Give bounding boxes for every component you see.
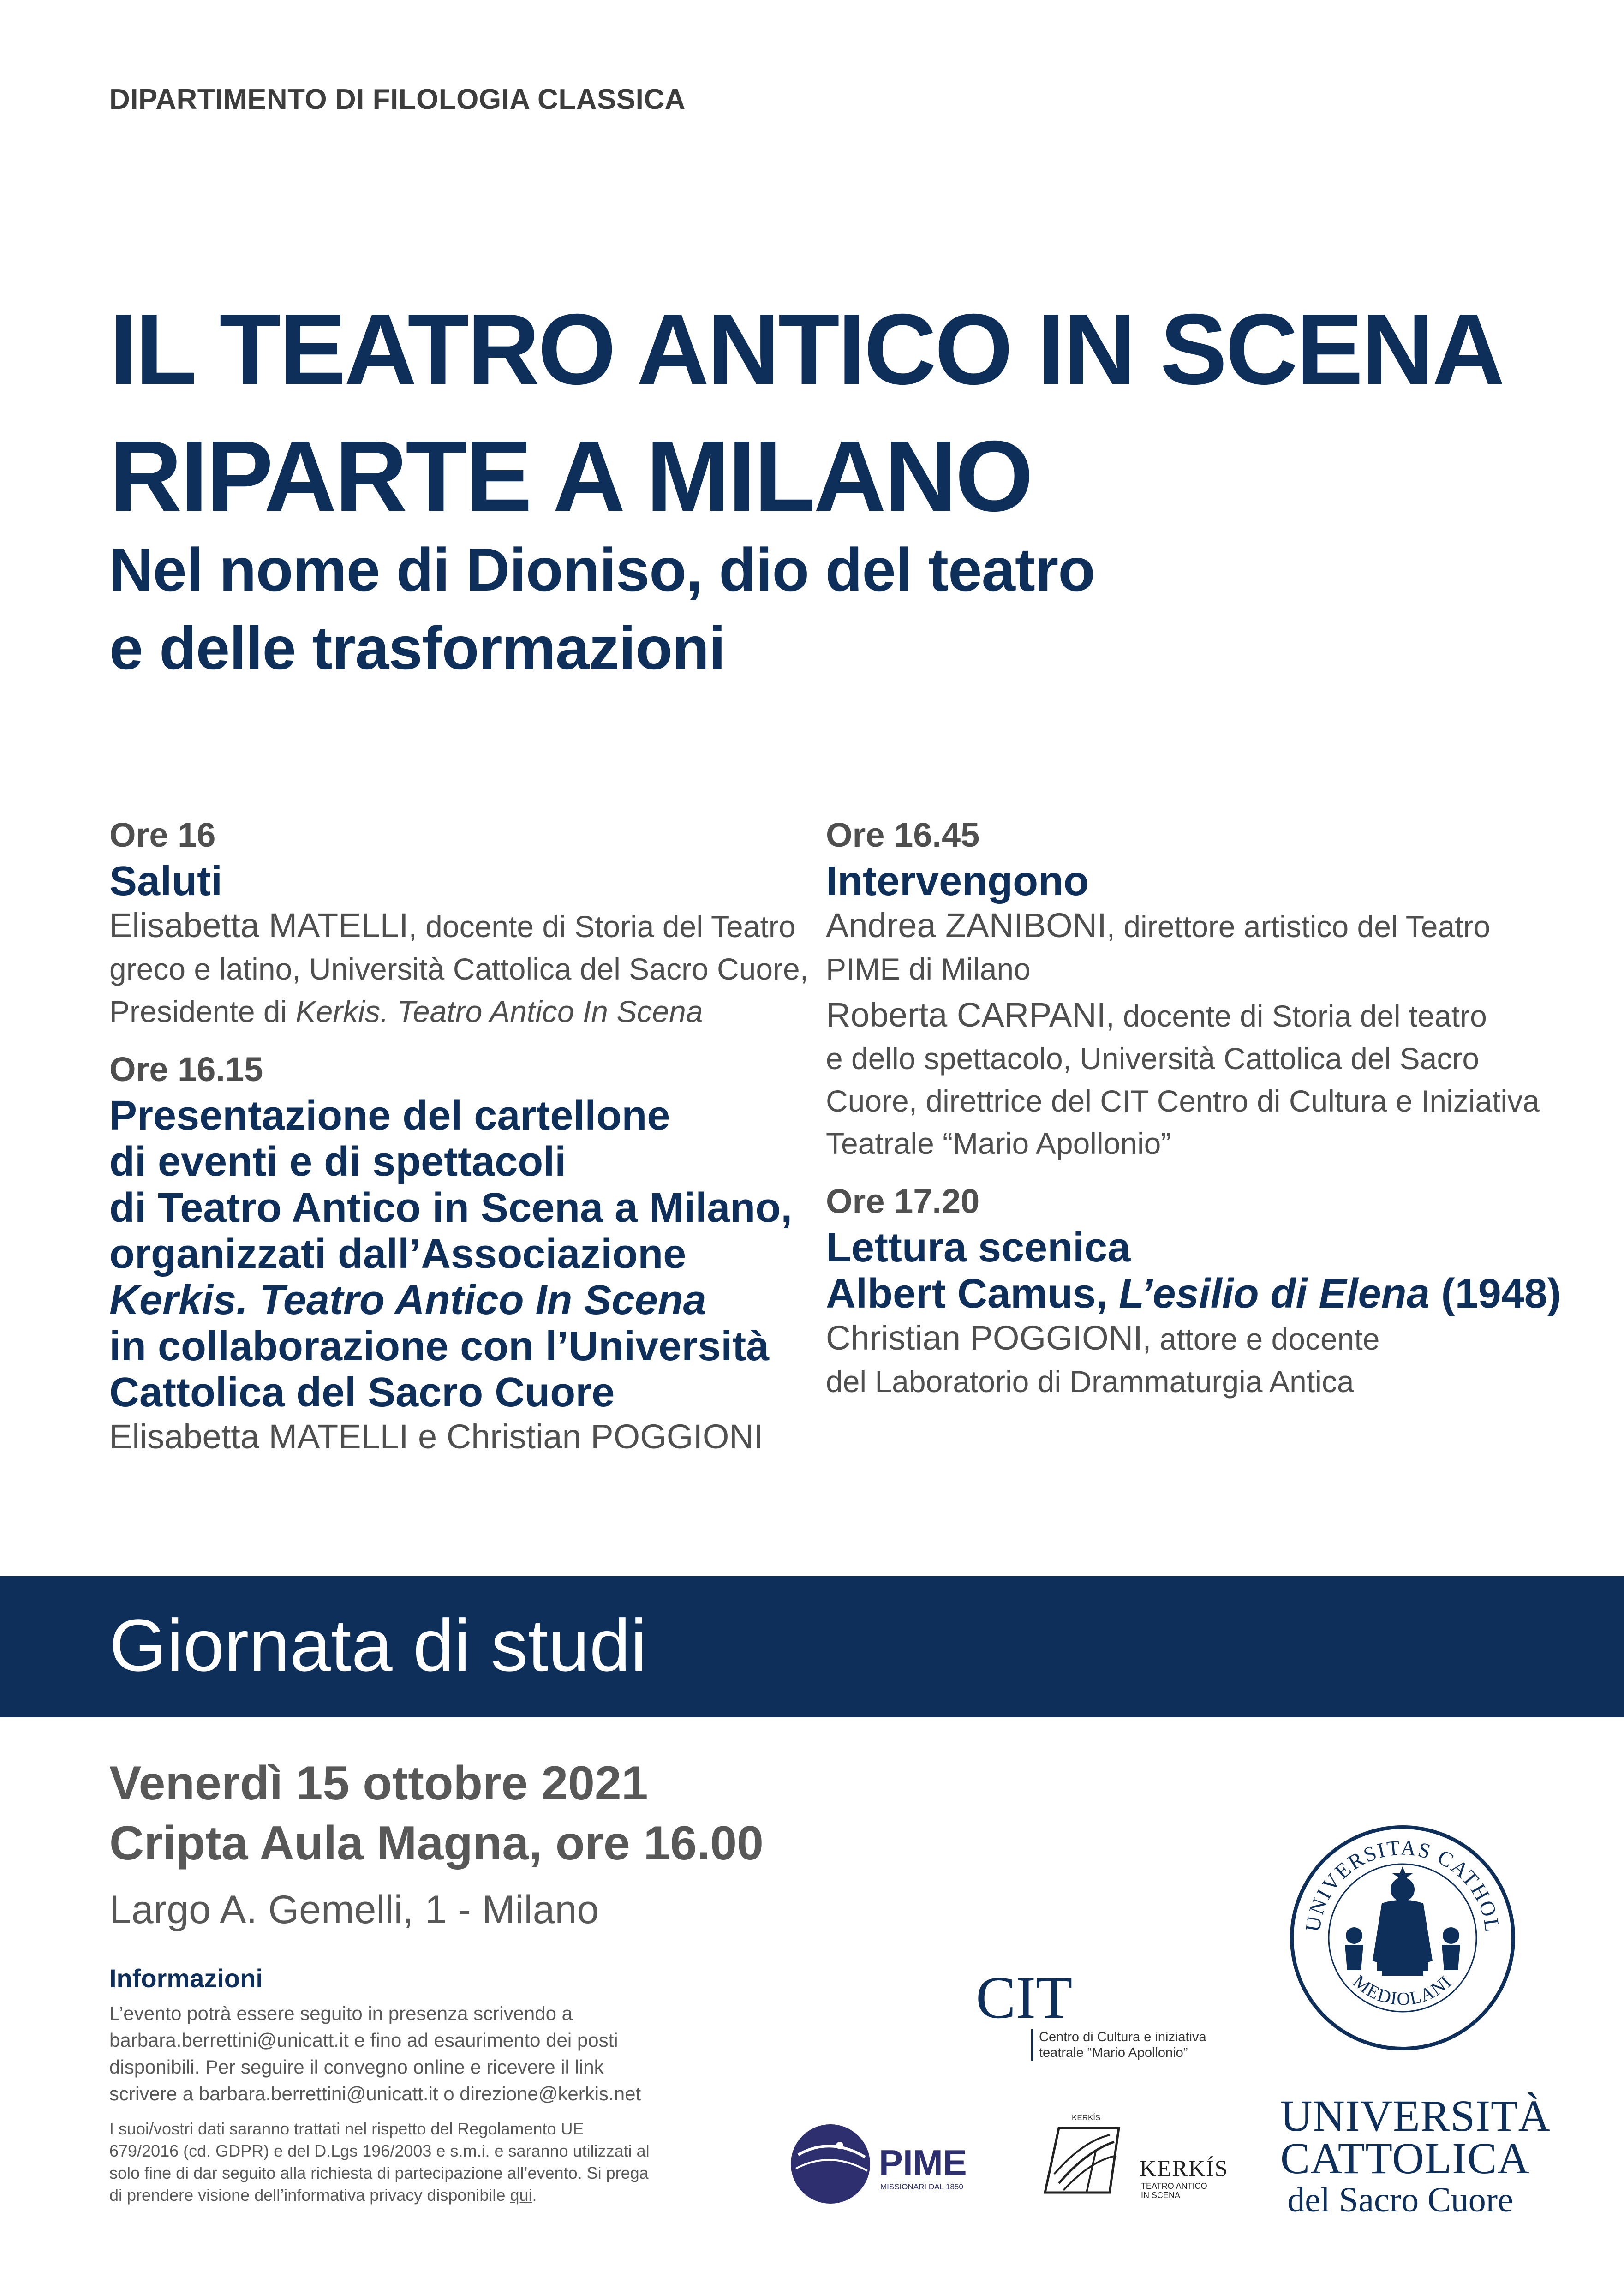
session-heading — [109, 1093, 815, 1416]
session-heading: Saluti — [109, 858, 223, 904]
cit-logo-letters: CIT — [976, 1965, 1073, 2031]
event-date-place — [109, 1753, 764, 1873]
university-wordmark — [1280, 2091, 1551, 2220]
pime-logo — [789, 2122, 983, 2210]
event-date: Venerdì 15 ottobre 2021 — [109, 1757, 648, 1810]
privacy-line: I suoi/vostri dati saranno trattati nel rispetto del Regolamento UE — [109, 2119, 584, 2138]
event-type-label: Giornata di studi — [109, 1604, 647, 1686]
speaker-role: , direttore artistico del Teatro — [1106, 909, 1491, 944]
session-time: Ore 16.45 — [826, 816, 980, 854]
session-time: Ore 16 — [109, 816, 216, 854]
subtitle — [109, 531, 1095, 687]
pime-tagline: MISSIONARI DAL 1850 — [880, 2182, 963, 2191]
kerkis-top-label: KERKÍS — [1072, 2113, 1101, 2122]
event-venue-time: Cripta Aula Magna, ore 16.00 — [109, 1817, 764, 1870]
heading-line: Kerkis. Teatro Antico In Scena — [109, 1277, 706, 1323]
heading-line: in collaborazione con l’Università — [109, 1323, 770, 1369]
speaker-entry — [109, 904, 815, 1033]
university-seal — [1287, 1823, 1518, 2053]
subtitle-line-1: Nel nome di Dioniso, dio del teatro — [109, 536, 1095, 604]
speaker-name: Roberta CARPANI — [826, 996, 1106, 1034]
session-time: Ore 16.15 — [109, 1050, 263, 1088]
event-type-band — [0, 1576, 1624, 1717]
privacy-line: solo fine di dar seguito alla richiesta di partecipazione all’evento. Si prega — [109, 2163, 649, 2182]
speaker-entry — [826, 994, 1564, 1165]
privacy-text: di prendere visione dell’informativa privacy disponibile — [109, 2186, 510, 2205]
session-heading: Intervengono — [826, 858, 1089, 904]
privacy-line: 679/2016 (cd. GDPR) e del D.Lgs 196/2003 e s.m.i. e saranno utilizzati al — [109, 2141, 650, 2160]
heading-line: di eventi e di spettacoli — [109, 1139, 567, 1185]
wordmark-line-3: del Sacro Cuore — [1287, 2181, 1513, 2219]
privacy-line — [109, 2184, 723, 2206]
kerkis-sub-line: IN SCENA — [1141, 2191, 1181, 2200]
speaker-role: , docente di Storia del teatro — [1106, 999, 1487, 1033]
program-left-column — [109, 812, 815, 1459]
speaker-entry — [826, 1317, 1564, 1403]
kerkis-sub-line: TEATRO ANTICO — [1141, 2181, 1207, 2191]
heading-line: Cattolica del Sacro Cuore — [109, 1369, 615, 1416]
kerkis-logo — [1040, 2113, 1239, 2201]
wordmark-line-1: UNIVERSITÀ — [1280, 2091, 1551, 2140]
pime-name: PIME — [879, 2142, 967, 2183]
info-text — [109, 2000, 723, 2107]
title-line-1: IL TEATRO ANTICO IN SCENA — [109, 293, 1503, 406]
speaker-entry — [109, 1416, 815, 1459]
speaker-name: Andrea ZANIBONI — [826, 906, 1107, 944]
cit-caption-line: teatrale “Mario Apollonio” — [1039, 2045, 1188, 2060]
main-title — [109, 286, 1503, 540]
privacy-notice — [109, 2118, 723, 2206]
speaker-names: Elisabetta MATELLI e Christian POGGIONI — [109, 1417, 764, 1456]
program-right-column — [826, 812, 1564, 1403]
privacy-link[interactable]: qui — [510, 2186, 532, 2205]
title-line-2: RIPARTE A MILANO — [109, 420, 1032, 532]
speaker-role-line: PIME di Milano — [826, 952, 1031, 986]
subtitle-line-2: e delle trasformazioni — [109, 614, 726, 682]
wordmark-line-2: CATTOLICA — [1280, 2134, 1530, 2183]
seal-circle-text: UNIVERSITAS CATHOL — [1300, 1835, 1505, 1935]
kerkis-subtitle — [1141, 2181, 1207, 2200]
info-line: L’evento potrà essere seguito in presenza scrivendo a — [109, 2002, 573, 2024]
heading-line: Albert Camus, — [826, 1271, 1119, 1317]
info-line: scrivere a barbara.berrettini@unicatt.it o direzione@kerkis.net — [109, 2083, 641, 2104]
kerkis-theatre-icon — [1040, 2123, 1123, 2199]
session-heading — [826, 1225, 1564, 1317]
university-seal-emblem — [1287, 1823, 1518, 2053]
privacy-end: . — [532, 2186, 537, 2205]
session-time: Ore 17.20 — [826, 1182, 980, 1220]
cit-logo — [976, 1965, 1262, 2086]
pime-globe-icon — [789, 2122, 872, 2205]
kerkis-name: KERKÍS — [1140, 2155, 1229, 2181]
info-title: Informazioni — [109, 1964, 263, 1993]
heading-line: Lettura scenica — [826, 1225, 1131, 1271]
speaker-role: , attore e docente — [1142, 1322, 1380, 1356]
info-line: disponibili. Per seguire il convegno online e ricevere il link — [109, 2056, 604, 2078]
speaker-role-line: e dello spettacolo, Università Cattolica del Sacro — [826, 1041, 1480, 1076]
speaker-name: Christian POGGIONI — [826, 1319, 1143, 1357]
speaker-role-line: greco e latino, Università Cattolica del Sacro Cuore, — [109, 952, 809, 986]
speaker-name: Elisabetta MATELLI — [109, 906, 409, 944]
speaker-role-line: Teatrale “Mario Apollonio” — [826, 1126, 1171, 1160]
play-year: (1948) — [1429, 1271, 1561, 1317]
speaker-entry — [826, 904, 1564, 990]
event-address: Largo A. Gemelli, 1 - Milano — [109, 1888, 599, 1932]
heading-line: organizzati dall’Associazione — [109, 1231, 687, 1277]
info-line: barbara.berrettini@unicatt.it e fino ad esaurimento dei posti — [109, 2029, 618, 2051]
department-name: DIPARTIMENTO DI FILOLOGIA CLASSICA — [109, 84, 686, 115]
speaker-role-line: Presidente di — [109, 994, 296, 1028]
speaker-role-line: Cuore, direttrice del CIT Centro di Cultura e Iniziativa — [826, 1084, 1540, 1118]
play-title: L’esilio di Elena — [1119, 1271, 1430, 1317]
speaker-role: , docente di Storia del Teatro — [408, 909, 796, 944]
seal-bottom-text: MEDIOLANI — [1349, 1971, 1456, 2009]
association-name: Kerkis. Teatro Antico In Scena — [295, 994, 703, 1028]
heading-line: di Teatro Antico in Scena a Milano, — [109, 1185, 793, 1231]
speaker-role-line: del Laboratorio di Drammaturgia Antica — [826, 1364, 1354, 1399]
cit-caption-line: Centro di Cultura e iniziativa — [1039, 2030, 1206, 2044]
cit-logo-caption — [1031, 2029, 1242, 2061]
heading-line: Presentazione del cartellone — [109, 1093, 670, 1139]
